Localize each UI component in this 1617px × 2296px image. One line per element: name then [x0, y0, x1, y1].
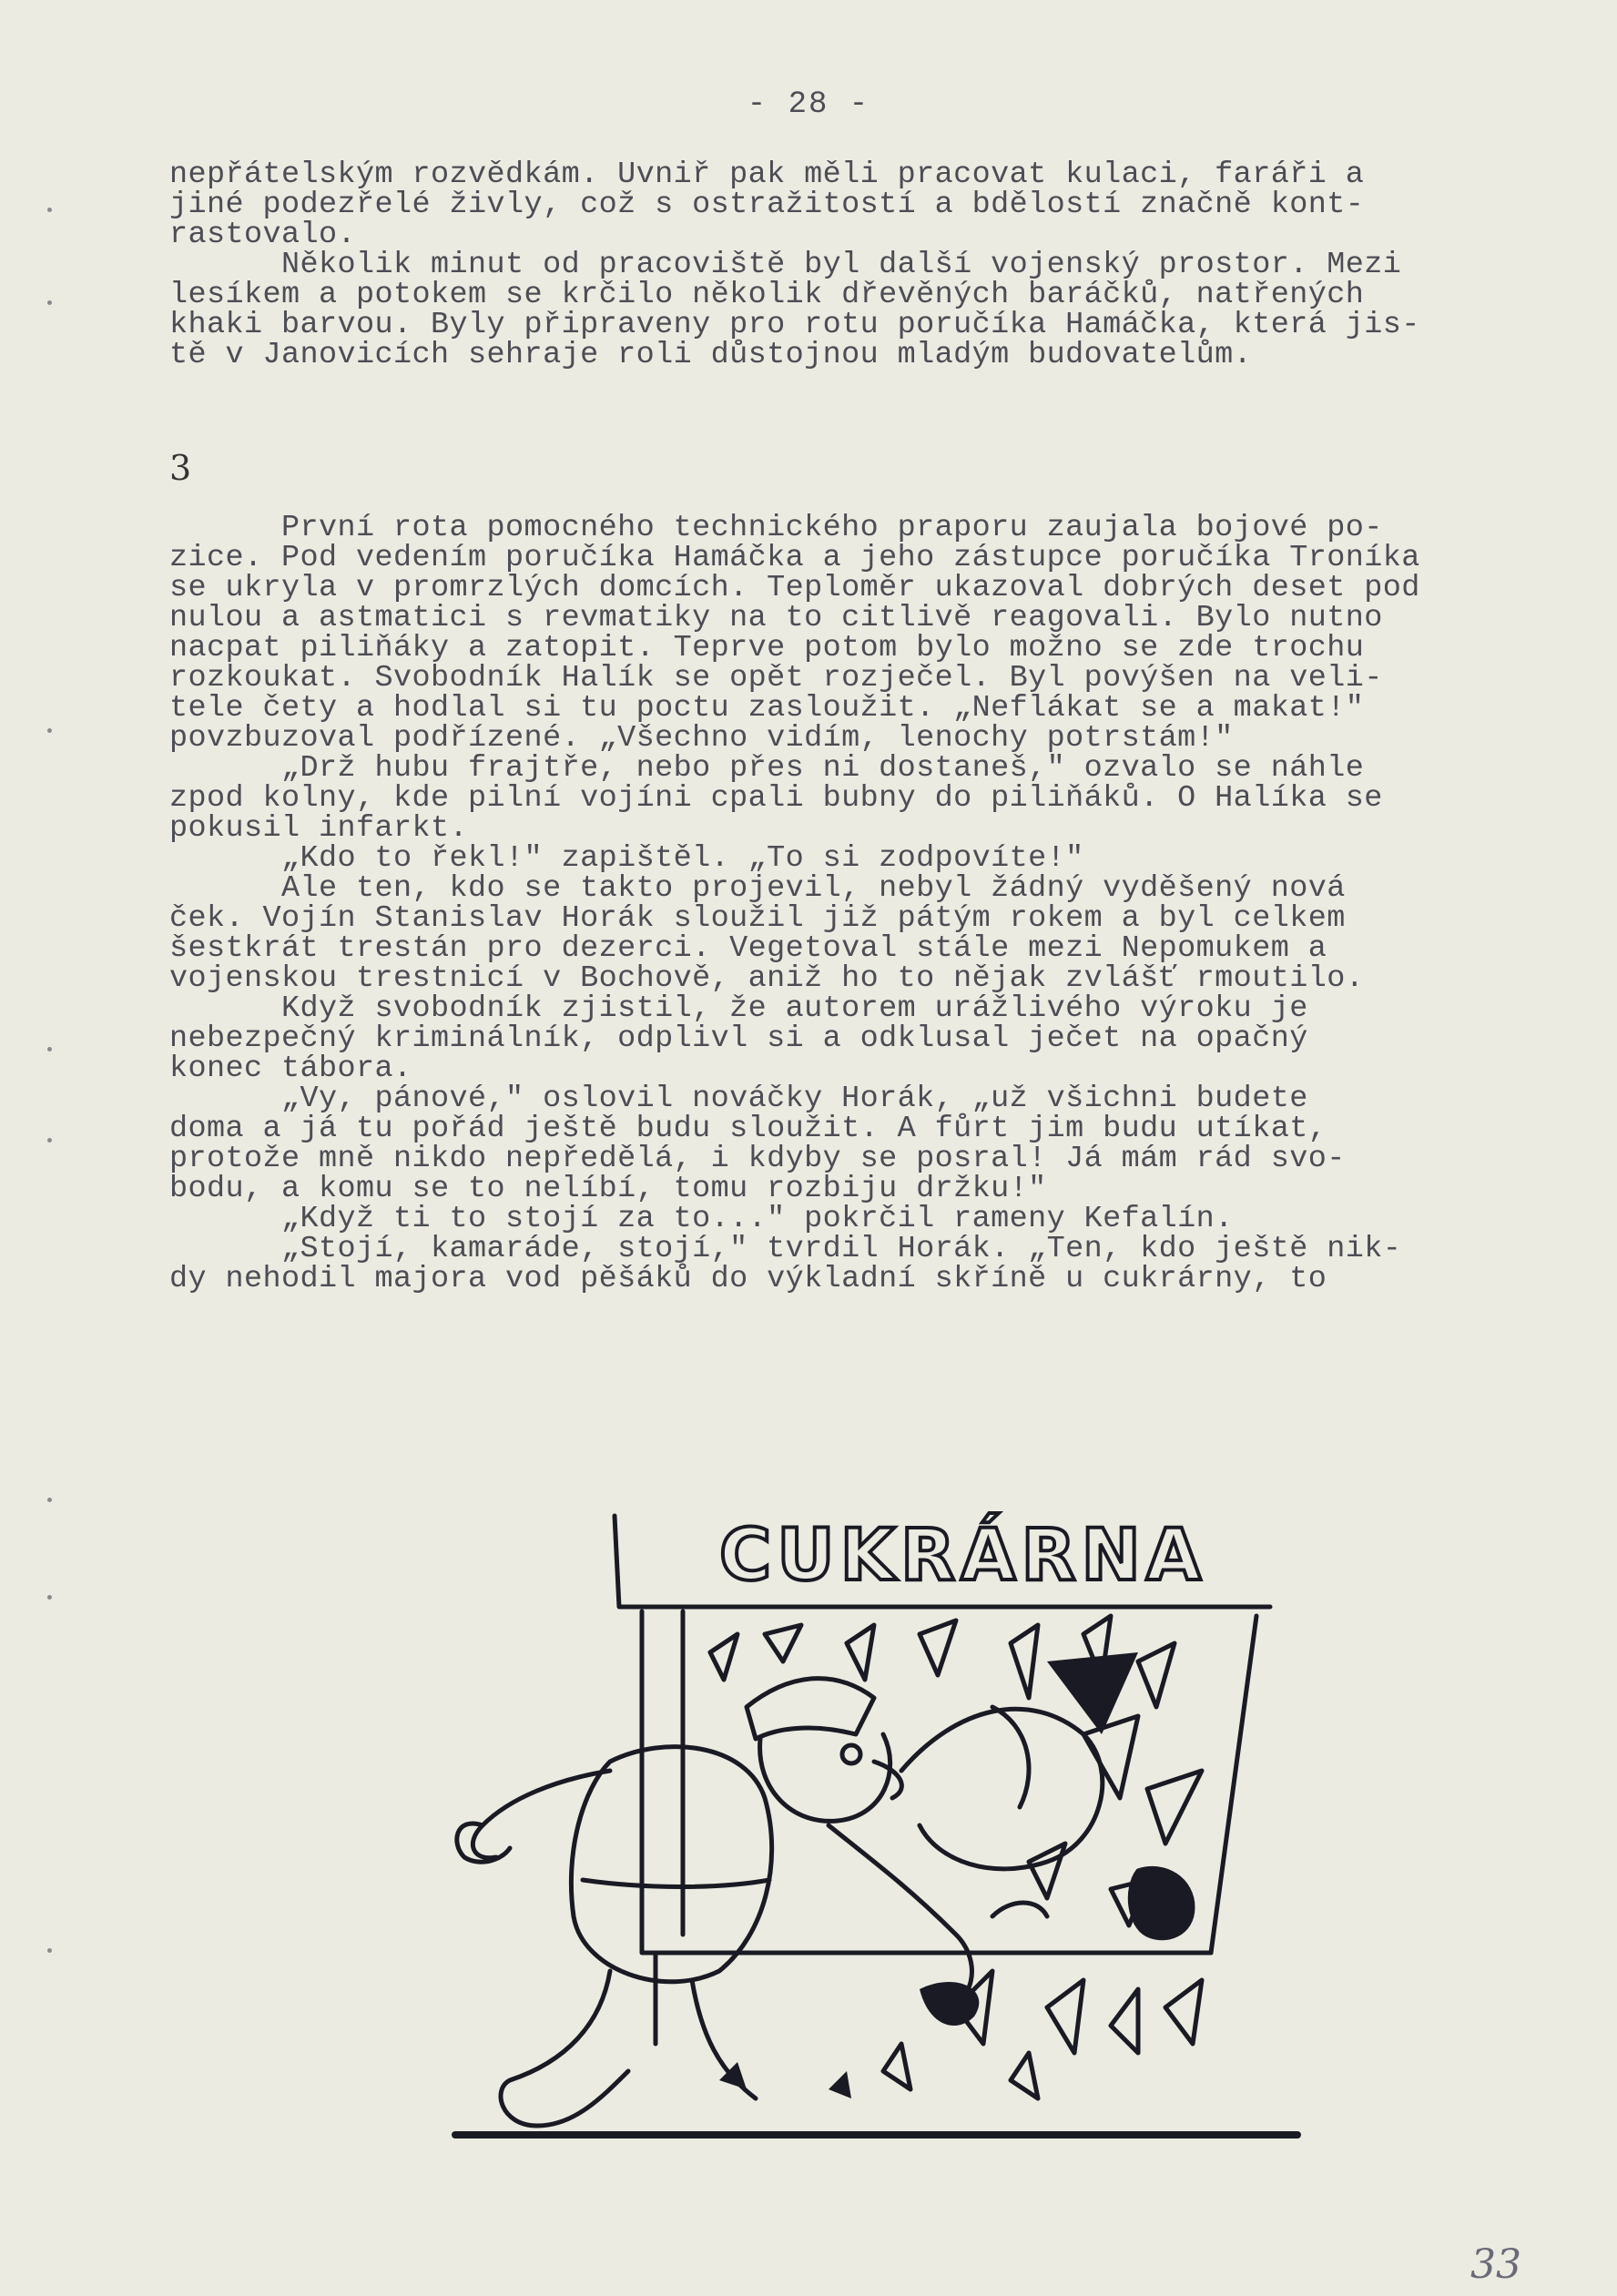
text-line: jiné podezřelé živly, což s ostražitostí a bdělostí značně kont- [169, 188, 1365, 222]
bottle [1130, 1868, 1193, 1937]
text-line: šestkrát trestán pro dezerci. Vegetoval stále mezi Nepomukem a [169, 931, 1327, 966]
soldier-cap [747, 1679, 874, 1739]
text-line: pokusil infarkt. [169, 811, 469, 846]
soldier-arm [473, 1771, 610, 1858]
text-line: rozkoukat. Svobodník Halík se opět rozječel. Byl povýšen na veli- [169, 661, 1383, 696]
thrown-major [829, 1825, 971, 2007]
soldier-leg-1 [501, 1971, 628, 2126]
page-number: - 28 - [747, 87, 870, 122]
margin-mark [47, 728, 52, 733]
text-line: konec tábora. [169, 1051, 412, 1086]
text-line: První rota pomocného technického praporu zaujala bojové po- [169, 511, 1383, 545]
soldier-head [760, 1734, 890, 1821]
text-line: rastovalo. [169, 218, 357, 252]
margin-mark [47, 1595, 52, 1600]
text-line: se ukryla v promrzlých domcích. Teploměr ukazoval dobrých deset pod [169, 571, 1420, 605]
margin-mark [47, 1138, 52, 1143]
text-line: Když svobodník zjistil, že autorem urážlivého výroku je [169, 991, 1308, 1026]
margin-mark [47, 1498, 52, 1502]
section-number: 3 [169, 448, 192, 488]
soldier-torso [571, 1747, 771, 1982]
text-line: povzbuzoval podřízené. „Všechno vidím, lenochy potrstám!" [169, 721, 1234, 756]
text-line: „Když ti to stojí za to..." pokrčil rameny Kefalín. [169, 1202, 1234, 1236]
margin-mark [47, 1948, 52, 1953]
text-line: Ale ten, kdo se takto projevil, nebyl žádný vyděšený nová [169, 871, 1346, 906]
shop-sign: CUKRÁRNA [719, 1515, 1207, 1597]
margin-mark [47, 300, 52, 305]
text-line: „Vy, pánové," oslovil nováčky Horák, „už všichni budete [169, 1082, 1308, 1116]
text-line: vojenskou trestnicí v Bochově, aniž ho to nějak zvlášť rmoutilo. [169, 961, 1365, 996]
cartoon-soldier-shop-window-icon [446, 1498, 1302, 2153]
text-line: tě v Janovicích sehraje roli důstojnou mladým budovatelům. [169, 338, 1253, 372]
text-line: „Stojí, kamaráde, stojí," tvrdil Horák. „Ten, kdo ještě nik- [169, 1232, 1402, 1266]
text-line: khaki barvou. Byly připraveny pro rotu poručíka Hamáčka, která jis- [169, 308, 1420, 342]
text-line: lesíkem a potokem se krčilo několik dřevěných baráčků, natřených [169, 278, 1365, 312]
text-line: zpod kolny, kde pilní vojíni cpali bubny do piliňáků. O Halíka se [169, 781, 1383, 816]
text-line: Několik minut od pracoviště byl další vojenský prostor. Mezi [169, 248, 1402, 282]
margin-mark [47, 1047, 52, 1051]
text-line: nacpat piliňáky a zatopit. Teprve potom bylo možno se zde trochu [169, 631, 1365, 665]
text-line: „Drž hubu frajtře, nebo přes ni dostaneš," ozvalo se náhle [169, 751, 1365, 786]
main-paragraphs [169, 513, 1420, 1295]
text-line: „Kdo to řekl!" zapištěl. „To si zodpovíte!" [169, 841, 1084, 876]
text-line: zice. Pod vedením poručíka Hamáčka a jeho zástupce poručíka Troníka [169, 541, 1420, 575]
top-paragraphs [169, 157, 1420, 372]
text-line: dy nehodil majora vod pěšáků do výkladní skříně u cukrárny, to [169, 1262, 1327, 1296]
text-line: nulou a astmatici s revmatiky na to citlivě reagovali. Bylo nutno [169, 601, 1383, 635]
archive-number: 33 [1470, 2241, 1521, 2288]
text-line: protože mně nikdo nepředělá, i kdyby se posral! Já mám rád svo- [169, 1142, 1346, 1176]
text-line: nepřátelským rozvědkám. Uvniř pak měli pracovat kulaci, faráři a [169, 157, 1365, 192]
text-line: doma a já tu pořád ještě budu sloužit. A fůrt jim budu utíkat, [169, 1112, 1327, 1146]
soldier-belt [583, 1880, 769, 1887]
margin-mark [47, 208, 52, 212]
text-line: ček. Vojín Stanislav Horák sloužil již pátým rokem a byl celkem [169, 901, 1346, 936]
text-line: bodu, a komu se to nelíbí, tomu rozbiju držku!" [169, 1172, 1047, 1206]
text-line: nebezpečný kriminálník, odplivl si a odklusal ječet na opačný [169, 1021, 1308, 1056]
text-line: tele čety a hodlal si tu poctu zasloužit. „Neflákat se a makat!" [169, 691, 1365, 726]
